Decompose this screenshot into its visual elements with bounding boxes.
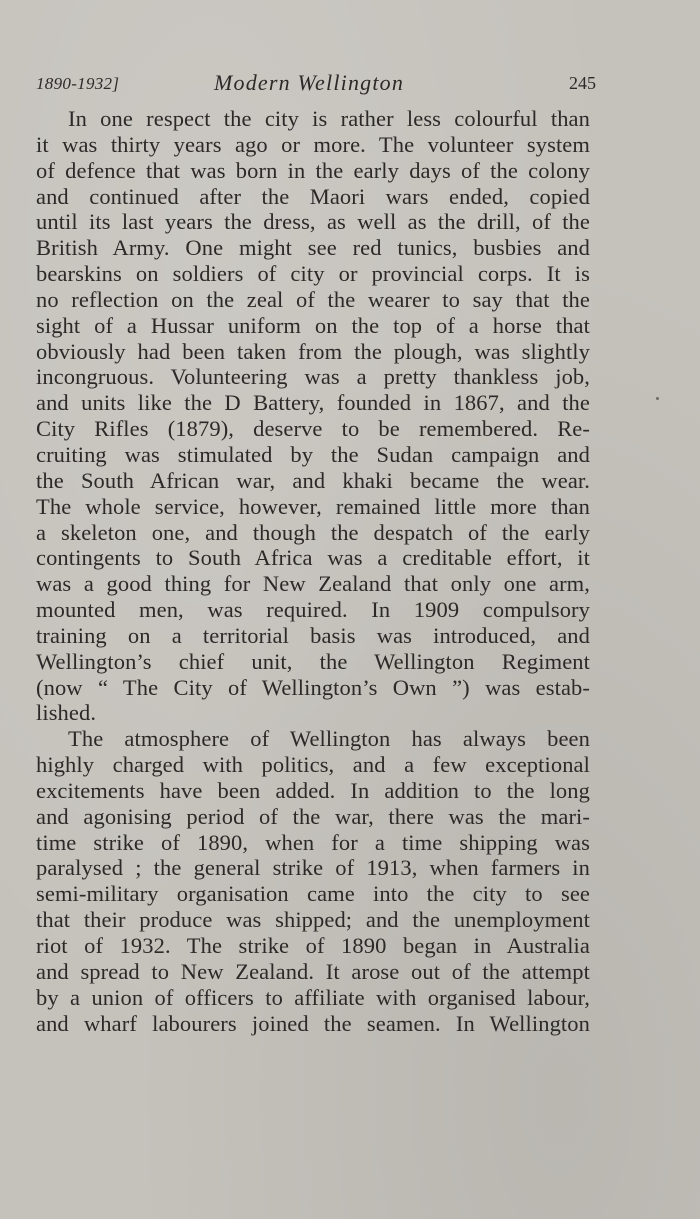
text-line: the South African war, and khaki became the wear. <box>36 467 590 493</box>
text-line: by a union of officers to affiliate with organised labour, <box>36 984 590 1010</box>
text-line: no reflection on the zeal of the wearer to say that the <box>36 286 590 312</box>
text-line: riot of 1932. The strike of 1890 began in Australia <box>36 933 590 958</box>
text-line: (now “ The City of Wellington’s Own ”) was estab- <box>36 674 590 700</box>
text-line: and spread to New Zealand. It arose out of the attempt <box>36 958 590 984</box>
text-line: excitements have been added. In addition to the long <box>36 777 590 803</box>
text-line: mounted men, was required. In 1909 compulsory <box>36 597 590 623</box>
text-line: until its last years the dress, as well as the drill, of the <box>36 209 590 235</box>
text-line: cruiting was stimulated by the Sudan campaign and <box>36 441 590 467</box>
text-line: The atmosphere of Wellington has always been <box>68 726 590 752</box>
text-line: Wellington’s chief unit, the Wellington Regiment <box>36 648 590 674</box>
text-line: paralysed ; the general strike of 1913, when farmers in <box>36 855 590 881</box>
paper-speck <box>656 397 659 400</box>
text-line: time strike of 1890, when for a time shipping was <box>36 829 590 855</box>
text-line: it was thirty years ago or more. The volunteer system <box>36 131 590 157</box>
header-chapter-title: Modern Wellington <box>214 70 405 95</box>
header-date-range: 1890-1932] <box>36 74 120 93</box>
text-line: bearskins on soldiers of city or provincial corps. It is <box>36 261 590 287</box>
text-line: incongruous. Volunteering was a pretty thankless job, <box>36 364 590 390</box>
text-line: The whole service, however, remained little more than <box>36 493 590 519</box>
body-text <box>36 106 590 1036</box>
page-number: 245 <box>569 73 596 93</box>
text-line: and wharf labourers joined the seamen. In Wellington <box>36 1010 590 1036</box>
text-line: lished. <box>36 700 97 726</box>
text-line: training on a territorial basis was introduced, and <box>36 622 590 648</box>
text-line: In one respect the city is rather less colourful than <box>68 106 590 131</box>
text-line: contingents to South Africa was a creditable effort, it <box>36 545 590 571</box>
text-line: British Army. One might see red tunics, busbies and <box>36 235 590 261</box>
text-line: was a good thing for New Zealand that only one arm, <box>36 571 590 597</box>
text-line: that their produce was shipped; and the unemployment <box>36 907 590 933</box>
text-line: a skeleton one, and though the despatch of the early <box>36 519 590 545</box>
text-line: City Rifles (1879), deserve to be remembered. Re- <box>36 416 590 442</box>
text-line: and continued after the Maori wars ended, copied <box>36 183 590 209</box>
text-line: of defence that was born in the early days of the colony <box>36 157 590 183</box>
text-line: sight of a Hussar uniform on the top of a horse that <box>36 312 590 338</box>
text-line: and agonising period of the war, there was the mari- <box>36 803 590 829</box>
text-line: obviously had been taken from the plough, was slightly <box>36 338 590 364</box>
running-header <box>36 70 596 94</box>
text-line: highly charged with politics, and a few exceptional <box>36 752 590 778</box>
text-line: semi-military organisation came into the city to see <box>36 881 590 907</box>
text-line: and units like the D Battery, founded in 1867, and the <box>36 390 590 416</box>
